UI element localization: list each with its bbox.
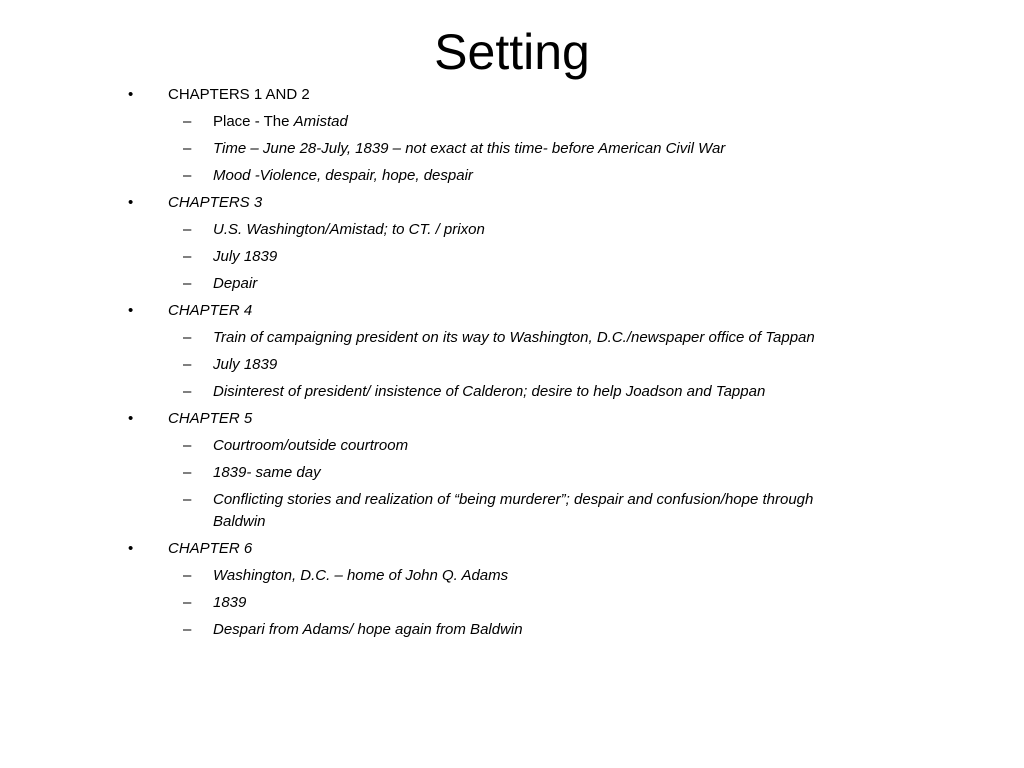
sub-item-text: Amistad bbox=[293, 113, 348, 130]
dash-marker: – bbox=[183, 221, 192, 238]
dash-marker: – bbox=[183, 567, 192, 584]
sub-item-text: 1839- same day bbox=[213, 464, 321, 481]
sub-item-text: Train of campaigning president on its way to Washington, D.C./newspaper office of Tappan bbox=[213, 329, 815, 346]
sub-item-text: 1839 bbox=[213, 594, 247, 611]
sub-item bbox=[168, 462, 848, 484]
sub-item bbox=[168, 273, 848, 295]
dash-marker: – bbox=[183, 594, 192, 611]
dash-marker: – bbox=[183, 329, 192, 346]
dash-marker: – bbox=[183, 275, 192, 292]
bullet-marker: • bbox=[128, 86, 134, 103]
sub-item bbox=[168, 489, 848, 533]
bullet-marker: • bbox=[128, 540, 134, 557]
sub-item bbox=[168, 592, 848, 614]
chapter-heading: CHAPTERS 3 bbox=[168, 194, 263, 211]
sub-item bbox=[168, 246, 848, 268]
chapter-heading: CHAPTER 4 bbox=[168, 302, 253, 319]
bullet-list bbox=[128, 84, 848, 646]
bullet-marker: • bbox=[128, 302, 134, 319]
sub-item bbox=[168, 111, 848, 133]
dash-marker: – bbox=[183, 383, 192, 400]
sub-item-text: July 1839 bbox=[213, 356, 278, 373]
sub-item-text: Courtroom/outside courtroom bbox=[213, 437, 409, 454]
sub-item-text: Mood -Violence, despair, hope, despair bbox=[213, 167, 473, 184]
dash-marker: – bbox=[183, 356, 192, 373]
sub-item bbox=[168, 381, 848, 403]
slide-title: Setting bbox=[434, 24, 590, 80]
bullet-marker: • bbox=[128, 194, 134, 211]
dash-marker: – bbox=[183, 140, 192, 157]
sub-item-text: Time – June 28-July, 1839 – not exact at this time- before American Civil War bbox=[213, 140, 726, 157]
dash-marker: – bbox=[183, 248, 192, 265]
chapter-bullet bbox=[128, 300, 848, 403]
sub-item bbox=[168, 565, 848, 587]
sub-item bbox=[168, 327, 848, 349]
sub-item bbox=[168, 165, 848, 187]
chapter-heading: CHAPTERS 1 AND 2 bbox=[168, 86, 310, 103]
chapter-bullet bbox=[128, 192, 848, 295]
sub-item-prefix: Place - The bbox=[213, 113, 294, 130]
chapter-bullet bbox=[128, 84, 848, 187]
dash-marker: – bbox=[183, 113, 192, 130]
chapter-bullet bbox=[128, 408, 848, 533]
chapter-heading: CHAPTER 5 bbox=[168, 410, 253, 427]
sub-list bbox=[168, 219, 848, 295]
sub-item-text: July 1839 bbox=[213, 248, 278, 265]
sub-list bbox=[168, 565, 848, 641]
sub-item-text: U.S. Washington/Amistad; to CT. / prixon bbox=[213, 221, 485, 238]
sub-list bbox=[168, 435, 848, 533]
chapter-heading: CHAPTER 6 bbox=[168, 540, 253, 557]
sub-item-text: Despari from Adams/ hope again from Baldwin bbox=[213, 621, 523, 638]
sub-item bbox=[168, 354, 848, 376]
dash-marker: – bbox=[183, 491, 192, 508]
dash-marker: – bbox=[183, 464, 192, 481]
sub-item-text: Depair bbox=[213, 275, 258, 292]
sub-item-text: Conflicting stories and realization of “being murderer”; despair and confusion/hope through Baldwin bbox=[213, 491, 814, 530]
dash-marker: – bbox=[183, 167, 192, 184]
sub-list bbox=[168, 111, 848, 187]
dash-marker: – bbox=[183, 621, 192, 638]
sub-list bbox=[168, 327, 848, 403]
sub-item-text: Washington, D.C. – home of John Q. Adams bbox=[213, 567, 509, 584]
sub-item bbox=[168, 138, 848, 160]
bullet-marker: • bbox=[128, 410, 134, 427]
sub-item-text: Disinterest of president/ insistence of Calderon; desire to help Joadson and Tappan bbox=[213, 383, 766, 400]
dash-marker: – bbox=[183, 437, 192, 454]
sub-item bbox=[168, 619, 848, 641]
sub-item bbox=[168, 219, 848, 241]
chapter-bullet bbox=[128, 538, 848, 641]
sub-item bbox=[168, 435, 848, 457]
